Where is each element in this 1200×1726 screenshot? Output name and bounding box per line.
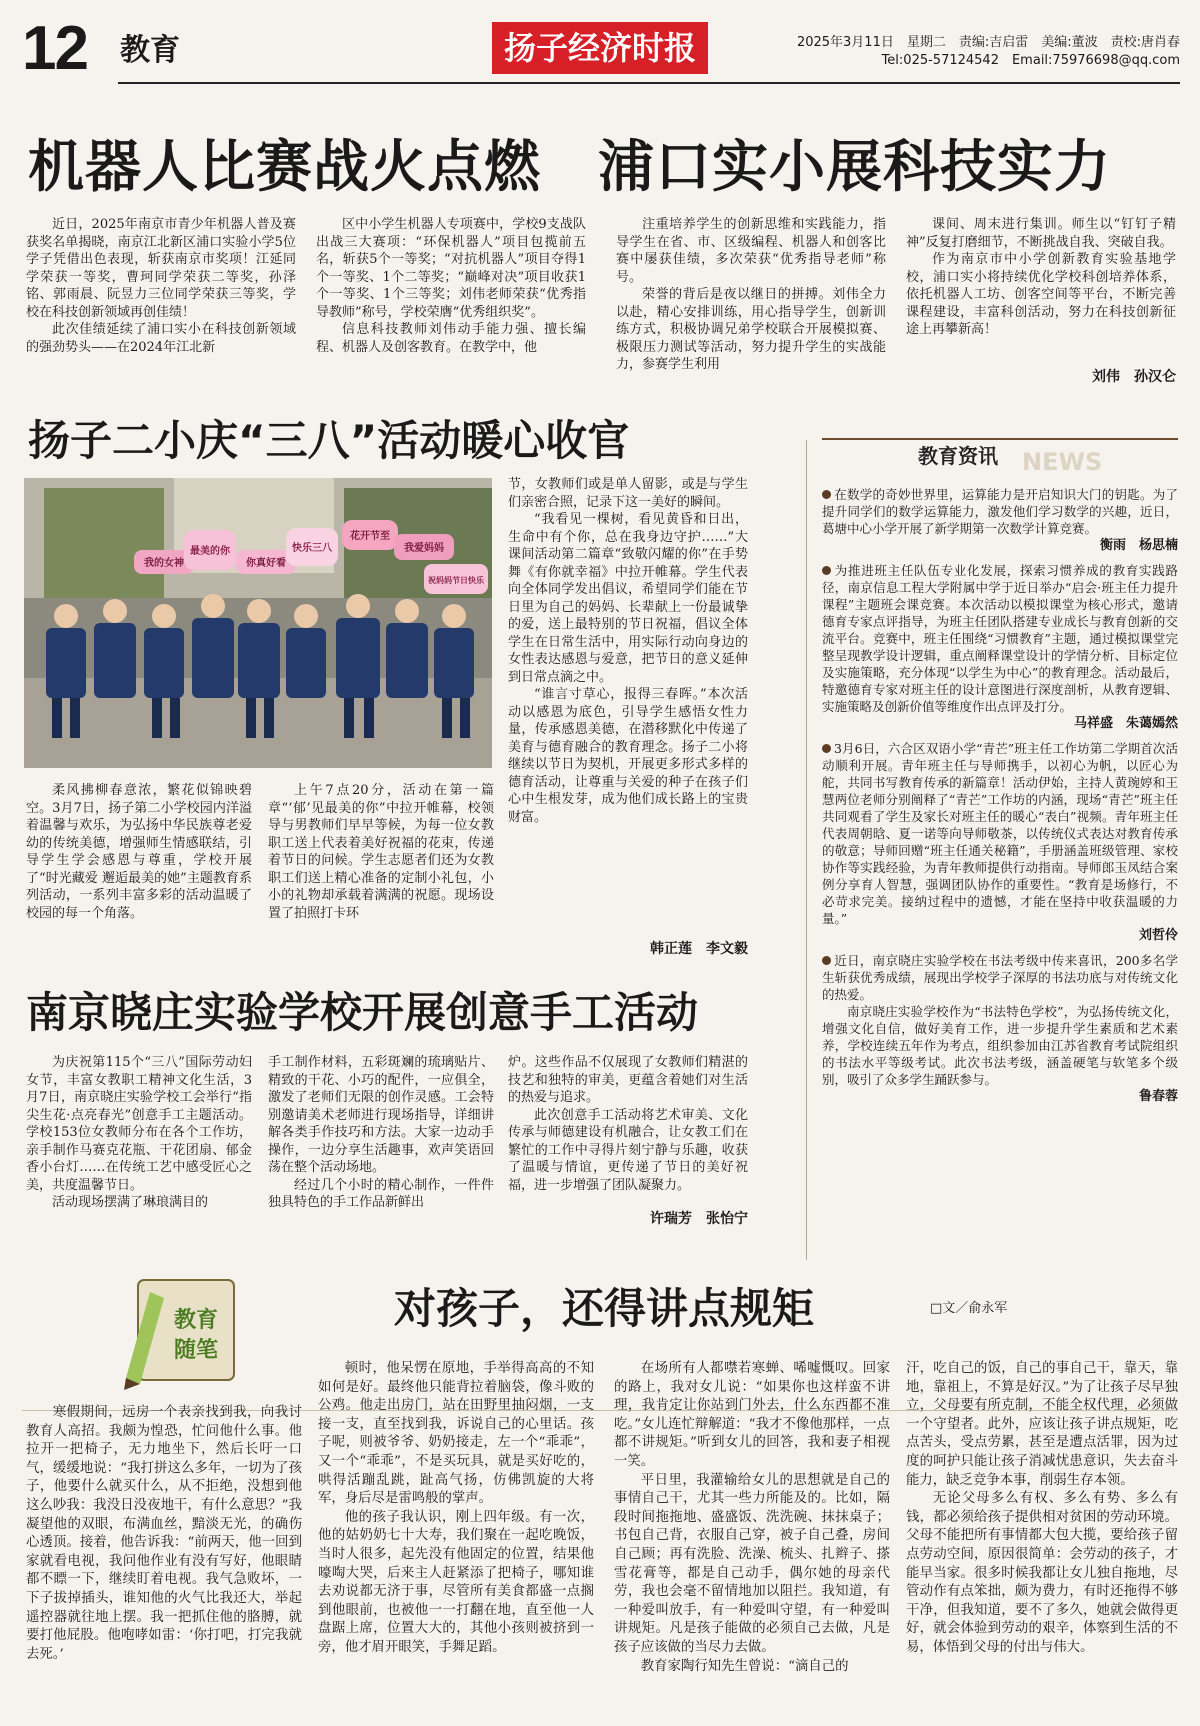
essay-column-badge [120,1262,246,1392]
group-photo-image [24,478,492,768]
paragraph: 荣誉的背后是夜以继日的拼搏。刘伟全力以赴，精心安排训练，用心指导学生，创新训练方式，积极协调兄弟学校联合开展模拟赛、极限压力测试等活动，努力提升学生的实战能力，参赛学生利用 [616,287,886,372]
news-byline: 刘哲伶 [1138,928,1178,943]
paragraph: 上午7点20分，活动在第一篇章“‘郁’见最美的你”中拉开帷幕，校领导与男教师们早早等候，为每一位女教职工送上代表着美好祝福的花束，传递着节日的问候。学生志愿者们还为女教职工们送上精心准备的定制小礼包，小小的礼物却承载着满满的祝愿。现场设置了拍照打卡环 [268,783,494,921]
paragraph: 课间、周末进行集训。师生以“钉钉子精神”反复打磨细节，不断挑战自我、突破自我。 [906,217,1176,250]
article3-col1 [26,1054,252,1228]
contact-line: Tel:025-57124542 Email:75976698@qq.com [881,53,1180,68]
paragraph: “谁言寸草心，报得三春晖。”本次活动以感恩为底色，引导学生感悟女性力量，传承感恩美德，在潜移默化中传递了美育与德育融合的教育理念。扬子二小将继续以节日为契机，开展更多形式多样的德育活动，让尊重与关爱的种子在孩子们心中生根发芽，成为他们成长路上的宝贵财富。 [508,687,748,825]
news-title: 教育资讯 [918,444,998,468]
article2-byline: 韩正莲 李文毅 [650,941,748,957]
paragraph: 顿时，他呆愣在原地，手举得高高的不知如何是好。最终他只能背拉着脑袋，像斗败的公鸡。他走出房门，站在田野里抽闷烟，一支接一支，直至找到我，诉说自己的心里话。孩子呢，则被爷爷、奶奶接走，左一个“乖乖”，又一个“乖乖”，不是买玩具，就是买好吃的，哄得活蹦乱跳，趾高气扬，仿佛凯旋的大将军，身后尽是雷鸣般的掌声。 [318,1361,594,1507]
news-byline: 马祥盛 朱蔼嫣然 [1073,716,1178,731]
paragraph: 信息科技教师刘伟动手能力强、擅长编程、机器人及创客教育。在教学中，他 [316,322,586,355]
news-divider [806,440,807,1260]
paragraph: 寒假期间，远房一个表亲找到我，向我讨教育人高招。我颇为惶恐，忙问他什么事。他拉开一把椅子，无力地坐下，然后长吁一口气，缓缓地说：“我打拼这么多年，一切为了孩子，他要什么就买什么，从不拒绝，没想到他这么吵我：我没日没夜地干，有什么意思？”我凝望他的双眼，布满血丝，黯淡无光，的确伤心透顶。接着，他告诉我：“前两天，他一回到家就看电视，我问他作业有没有写好，他眼睛都不瞟一下，继续盯着电视。我气急败坏，一下子拔掉插头，谁知他的火气比我还大，举起遥控器就往地上摆。我一把抓住他的胳膊，就要打他屁股。他咆哮如雷：‘你打吧，打完我就去死。’ [26,1405,302,1662]
news-text: 为推进班主任队伍专业化发展，探索习惯养成的教育实践路径，南京信息工程大学附属中学于近日举办“启会·班主任力提升课程”主题班会课竞赛。本次活动以模拟课堂为核心形式，邀请德育专家点评指导，为班主任团队搭建专业成长与教育创新的交流平台。竞赛中，班主任围绕“习惯教育”主题，通过模拟课堂完整呈现教学设计逻辑，重点阐释课堂设计的学情分析、目标定位及实施策略，充分体现“以学生为中心”的教育理念。活动最后，特邀德育专家对班主任的设计意图进行深度剖析，从教育逻辑、实施策略及创新价值等维度作出点评及打分。 [822,563,1178,714]
news-item [822,562,1178,732]
news-item [822,486,1178,554]
header-rule [118,82,1180,84]
paragraph: 区中小学生机器人专项赛中，学校9支战队出战三大赛项：“环保机器人”项目包揽前五名，斩获5个一等奖；“对抗机器人”项目夺得1个一等奖、1个二等奖；“巅峰对决”项目收获1个一等奖、1个三等奖；刘伟老师荣获“优秀指导教师”称号，学校荣膺“优秀组织奖”。 [316,217,586,320]
article2-col2 [268,782,494,958]
paragraph: 柔风拂柳春意浓，繁花似锦映碧空。3月7日，扬子第二小学校园内洋溢着温馨与欢乐，为弘扬中华民族尊老爱幼的传统美德，增强师生情感联结，引导学生学会感恩与尊重，学校开展了“时光藏爱 邂逅最美的她”主题教育系列活动，一系列丰富多彩的活动温暖了校园的每一个角落。 [26,783,252,921]
essay-col3 [614,1360,890,1716]
news-briefs [822,438,1178,1113]
article2-col1 [26,782,252,958]
news-text: 南京晓庄实验学校作为“书法特色学校”，为弘扬传统文化，增强文化自信，做好美育工作，进一步提升学生素质和艺术素养，学校连续五年作为考点，组织参加由江苏省教育考试院组织的书法水平等级考试。此次书法考级，涵盖硬笔与软笔多个级别，吸引了众多学生踊跃参与。 [822,1004,1178,1087]
essay-column-label: 教育随笔 [173,1308,218,1363]
news-text: 在数学的奇妙世界里，运算能力是开启知识大门的钥匙。为了提升同学们的数学运算能力，激发他们学习数学的兴趣，近日，葛塘中心小学开展了新学期第一次数学计算竞赛。 [822,487,1178,536]
essay-col2 [318,1360,594,1716]
photo-sign: 你真好看 [246,558,286,569]
date-line: 2025年3月11日 星期二 责编:吉启雷 美编:董波 责校:唐肖春 [796,35,1180,50]
paragraph: 在场所有人都噤若寒蝉、唏嘘慨叹。回家的路上，我对女儿说：“如果你也这样蛮不讲理，我肯定让你站到门外去，什么东西都不准吃。”女儿连忙辩解道：“我才不像他那样，一点都不讲规矩。”听到女儿的回答，我和妻子相视一笑。 [614,1361,890,1469]
masthead-meta [700,34,1180,70]
paragraph: 作为南京市中小学创新教育实验基地学校，浦口实小将持续优化学校科创培养体系，依托机器人工坊、创客空间等平台，不断完善课程建设，丰富科创活动，努力在科技创新征途上再攀新高！ [906,252,1176,337]
news-byline: 鲁春蓉 [1138,1089,1178,1104]
paragraph: 平日里，我灌输给女儿的思想就是自己的事情自己干，尤其一些力所能及的。比如，隔段时间拖拖地、盛盛饭、洗洗碗、抹抹桌子；书包自己背，衣服自己穿，被子自己叠，房间自己顾；再有洗脸、洗澡、梳头、扎辫子、搽雪花膏等，都是自己动手，偶尔她的母亲代劳，我也会毫不留情地加以阻拦。我知道，有一种爱叫放手，有一种爱叫守望，有一种爱叫讲规矩。凡是孩子能做的必须自己去做，凡是孩子应该做的当尽力去做。 [614,1472,890,1655]
article2-col3 [508,476,748,825]
article1-col2 [316,216,586,388]
article1-col1 [26,216,296,388]
essay-headline: 对孩子，还得讲点规矩 [394,1284,815,1333]
article1-headline: 机器人比赛战火点燃 浦口实小展科技实力 [28,135,1111,200]
article1-col3 [616,216,886,388]
article2-col3-cont [508,782,748,928]
photo-sign: 花开节至 [350,531,390,542]
bullet-icon [822,566,831,575]
paragraph: 经过几个小时的精心制作，一件件独具特色的手工作品新鲜出 [268,1177,494,1210]
page-number: 12 [22,14,87,83]
paragraph: “我看见一棵树，看见黄昏和日出，生命中有个你，总在我身边守护……”大课间活动第二篇章“致敬闪耀的你”在手势舞《有你就幸福》中拉开帷幕。学生代表向全体同学发出倡议，希望同学们能在节日里为自己的妈妈、长辈献上一份最诚挚的爱，送上最特别的节日祝福，倡议全体学生在日常生活中，用实际行动向身边的女性表达感恩与爱意，把节日的意义延伸到日常点滴之中。 [508,512,748,685]
news-header [822,438,1178,480]
paragraph: 活动现场摆满了琳琅满目的 [52,1195,209,1210]
news-item [822,952,1178,1105]
bullet-icon [822,744,831,753]
essay-author: □文／俞永军 [930,1301,1008,1316]
photo-sign: 我的女神 [144,558,184,569]
bullet-icon [822,956,831,965]
article3-col3 [508,1054,748,1204]
paragraph: 教育家陶行知先生曾说：“滴自己的 [640,1658,849,1674]
article2-headline: 扬子二小庆“三八”活动暖心收官 [28,416,630,465]
essay-col1 [26,1404,302,1716]
photo-sign: 最美的你 [190,546,230,557]
news-byline: 衡雨 杨思楠 [1099,538,1178,553]
paragraph: 近日，2025年南京市青少年机器人普及赛获奖名单揭晓，南京江北新区浦口实验小学5位学子凭借出色表现，斩获南京市奖项！江延同学荣获一等奖，曹珂同学荣获二等奖，孙泽铭、郭雨晨、阮昱力三位同学荣获三等奖，学校在科技创新领域再创佳绩！ [26,217,296,320]
newspaper-logo: 扬子经济时报 [492,22,708,74]
article1-col4 [906,216,1176,366]
news-item [822,740,1178,944]
paragraph: 此次佳绩延续了浦口实小在科技创新领域的强劲势头——在2024年江北新 [26,322,296,355]
news-text: 近日，南京晓庄实验学校在书法考级中传来喜讯，200多名学生斩获优秀成绩，展现出学校学子深厚的书法功底与对传统文化的热爱。 [822,953,1178,1002]
paragraph: 炉。这些作品不仅展现了女教师们精湛的技艺和独特的审美，更蕴含着她们对生活的热爱与追求。 [508,1055,748,1105]
paragraph: 此次创意手工活动将艺术审美、文化传承与师德建设有机融合，让女教工们在繁忙的工作中寻得片刻宁静与乐趣，收获了温暖与情谊，更传递了节日的美好祝福，进一步增强了团队凝聚力。 [508,1107,748,1193]
paragraph: 手工制作材料，五彩斑斓的琉璃贴片、精致的干花、小巧的配件，一应俱全，激发了老师们无限的创作灵感。工会特别邀请美术老师进行现场指导，详细讲解各类手作技巧和方法。大家一边动手操作，一边分享生活趣事，欢声笑语回荡在整个活动场地。 [268,1055,494,1175]
photo-sign: 祝妈妈节日快乐 [428,576,484,585]
paragraph: 节，女教师们或是单人留影，或是与学生们亲密合照，记录下这一美好的瞬间。 [508,477,748,510]
section-title: 教育 [120,33,180,68]
article3-headline: 南京晓庄实验学校开展创意手工活动 [26,988,699,1037]
paragraph: 注重培养学生的创新思维和实践能力，指导学生在省、市、区级编程、机器人和创客比赛中屡获佳绩，多次荣获“优秀指导老师”称号。 [616,217,886,285]
bullet-icon [822,490,831,499]
news-text: 3月6日，六合区双语小学“青芒”班主任工作坊第二学期首次活动顺利开展。青年班主任与导师携手，以初心为帆，以匠心为舵，共同书写教育传承的新篇章！活动伊始，主持人黄琬婷和王慧两位老师分别阐释了“青芒”工作坊的内涵，现场“青芒”班主任共同观看了学生及家长对班主任的暖心“表白”视频。青年班主任代表周朝晗、夏一诺等向导师敬茶，以传统仪式表达对教育传承的敬意；导师回赠“班主任通关秘籍”，手册涵盖班级管理、家校协作等实践经验，为青年教师提供行动指南。导师郎玉凤结合案例分享育人智慧，强调团队协作的重要性。“教育是场修行，不必苛求完美。接纳过程中的遗憾，才能在坚持中收获温暖的力量。” [822,741,1178,926]
article1-byline: 刘伟 孙汉仑 [1092,369,1176,385]
paragraph: 为庆祝第115个“三八”国际劳动妇女节，丰富女教职工精神文化生活，3月7日，南京晓庄实验学校工会举行“指尖生花·点亮春光”创意手工主题活动。学校153位女教师分布在各个工作坊，亲手制作马赛克花瓶、干花团扇、郁金香小台灯……在传统工艺中感受匠心之美，共度温馨节日。 [26,1055,252,1193]
paragraph: 无论父母多么有权、多么有势、多么有钱，都必须给孩子提供相对贫困的劳动环境。父母不能把所有事情都大包大揽，要给孩子留点劳动空间，原因很简单：会劳动的孩子，才能早当家。很多时候我都让女儿独自拖地，尽管动作有点笨拙，颇为费力，有时还拖得不够干净，但我知道，要不了多久，她就会做得更好，就会体验到劳动的艰辛，体察到生活的不易，体悟到父母的付出与伟大。 [906,1491,1178,1655]
article3-col2 [268,1054,494,1228]
photo-sign: 我爱妈妈 [404,543,444,554]
article3-byline: 许瑞芳 张怡宁 [650,1211,748,1227]
paragraph: 汗，吃自己的饭，自己的事自己干，靠天，靠地，靠祖上，不算是好汉。”为了让孩子尽早独立，父母要有所克制，不能全权代理，必须做一个守望者。此外，应该让孩子讲点规矩，吃点苦头，受点劳累，甚至是遭点活罪，因为过度的呵护只能让孩子消减忧患意识，失去奋斗能力，缺乏竞争本事，削弱生存本领。 [906,1361,1178,1488]
photo-sign: 快乐三八 [292,543,332,554]
paragraph: 他的孩子我认识，刚上四年级。有一次，他的姑奶奶七十大寿，我们聚在一起吃晚饭，当时人很多，起先没有他固定的位置，结果他嚎啕大哭，后来主人赶紧添了把椅子，哪知谁去劝说都无济于事，尽管所有美食都盛一点搁到他眼前，也被他一一打翻在地，直至他一人盘踞上席，位置大大的，其他小孩则被挤到一旁，他才眉开眼笑，手舞足蹈。 [318,1509,594,1655]
article2-photo [24,478,492,768]
news-watermark: NEWS [1022,448,1103,476]
essay-col4 [906,1360,1178,1716]
